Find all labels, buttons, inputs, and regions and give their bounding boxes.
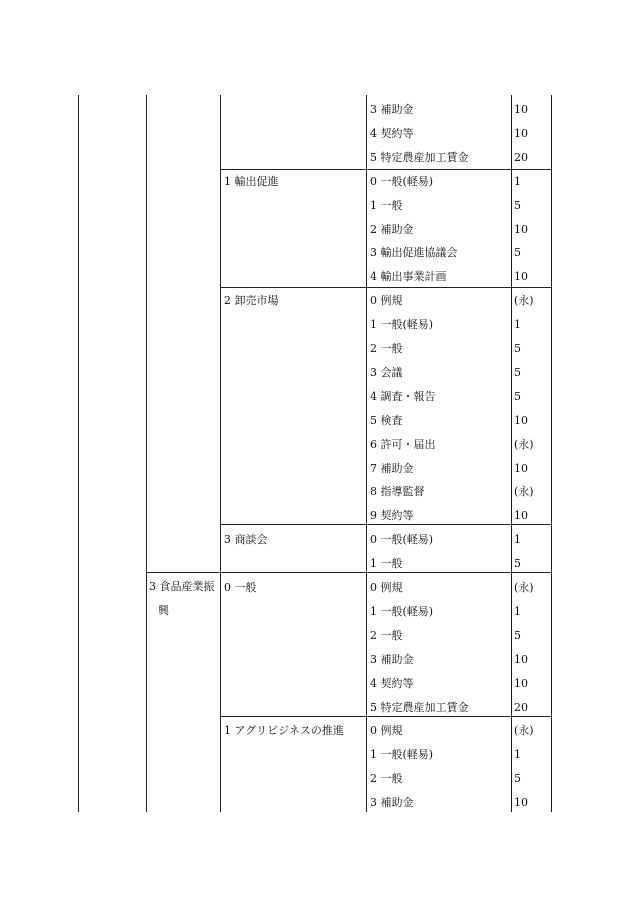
retention-period-cell: 20 (514, 151, 528, 164)
retention-period-cell: 5 (514, 629, 521, 642)
retention-period-cell: (永) (514, 294, 534, 307)
table-rule-col-2 (146, 95, 147, 812)
retention-period-cell: 20 (514, 701, 528, 714)
item-cell: 4 契約等 (370, 677, 414, 690)
item-cell: 1 一般(軽易) (370, 605, 434, 618)
subcategory-cell: 0 一般 (224, 581, 257, 594)
retention-period-cell: 10 (514, 270, 528, 283)
item-cell: 3 輸出促進協議会 (370, 246, 458, 259)
retention-period-cell: (永) (514, 724, 534, 737)
table-rule-col-4 (366, 95, 367, 812)
item-cell: 2 一般 (370, 772, 403, 785)
group-separator-agribusiness (220, 716, 552, 717)
table-rule-col-6 (551, 95, 552, 812)
retention-period-cell: 1 (514, 175, 521, 188)
subcategory-cell: 1 輸出促進 (224, 175, 279, 188)
subcategory-cell: 3 商談会 (224, 533, 268, 546)
item-cell: 5 検査 (370, 414, 403, 427)
item-cell: 7 補助金 (370, 462, 414, 475)
retention-period-cell: 10 (514, 677, 528, 690)
item-cell: 0 一般(軽易) (370, 175, 434, 188)
retention-period-cell: 10 (514, 462, 528, 475)
item-cell: 0 一般(軽易) (370, 533, 434, 546)
retention-period-cell: (永) (514, 485, 534, 498)
item-cell: 6 許可・届出 (370, 438, 436, 451)
item-cell: 1 一般 (370, 557, 403, 570)
item-cell: 1 一般(軽易) (370, 748, 434, 761)
group-separator-export (220, 169, 552, 170)
retention-period-cell: 5 (514, 342, 521, 355)
retention-period-cell: 1 (514, 748, 521, 761)
group-separator-business-meeting (220, 524, 552, 525)
retention-period-cell: 5 (514, 246, 521, 259)
item-cell: 2 一般 (370, 629, 403, 642)
group-separator-market (220, 287, 552, 288)
item-cell: 8 指導監督 (370, 485, 425, 498)
retention-period-cell: 5 (514, 199, 521, 212)
item-cell: 5 特定農産加工賃金 (370, 701, 469, 714)
retention-period-cell: 10 (514, 103, 528, 116)
table-rule-col-5 (511, 95, 512, 812)
table-rule-col-1 (78, 95, 79, 812)
group-separator-food-industry (146, 572, 552, 573)
category-label-line2: 興 (158, 604, 169, 617)
category-label-line1: 3 食品産業振 (149, 580, 215, 593)
item-cell: 1 一般 (370, 199, 403, 212)
item-cell: 5 特定農産加工賃金 (370, 151, 469, 164)
item-cell: 4 輸出事業計画 (370, 270, 447, 283)
retention-period-cell: 10 (514, 127, 528, 140)
retention-period-cell: 10 (514, 414, 528, 427)
item-cell: 3 補助金 (370, 796, 414, 809)
retention-period-cell: 5 (514, 366, 521, 379)
item-cell: 4 契約等 (370, 127, 414, 140)
retention-period-cell: 5 (514, 557, 521, 570)
retention-period-cell: 1 (514, 318, 521, 331)
table-rule-col-3 (220, 95, 221, 812)
item-cell: 4 調査・報告 (370, 390, 436, 403)
retention-period-cell: 1 (514, 605, 521, 618)
retention-period-cell: 10 (514, 509, 528, 522)
retention-period-cell: 10 (514, 223, 528, 236)
retention-period-cell: 10 (514, 796, 528, 809)
item-cell: 3 会議 (370, 366, 403, 379)
item-cell: 2 補助金 (370, 223, 414, 236)
item-cell: 0 例規 (370, 724, 403, 737)
retention-period-cell: 10 (514, 653, 528, 666)
subcategory-cell: 2 卸売市場 (224, 294, 279, 307)
retention-period-cell: (永) (514, 581, 534, 594)
item-cell: 1 一般(軽易) (370, 318, 434, 331)
retention-period-cell: (永) (514, 438, 534, 451)
item-cell: 9 契約等 (370, 509, 414, 522)
retention-period-cell: 5 (514, 390, 521, 403)
item-cell: 3 補助金 (370, 653, 414, 666)
item-cell: 0 例規 (370, 294, 403, 307)
item-cell: 0 例規 (370, 581, 403, 594)
item-cell: 3 補助金 (370, 103, 414, 116)
subcategory-cell: 1 アグリビジネスの推進 (224, 724, 344, 737)
retention-period-cell: 5 (514, 772, 521, 785)
retention-period-cell: 1 (514, 533, 521, 546)
item-cell: 2 一般 (370, 342, 403, 355)
